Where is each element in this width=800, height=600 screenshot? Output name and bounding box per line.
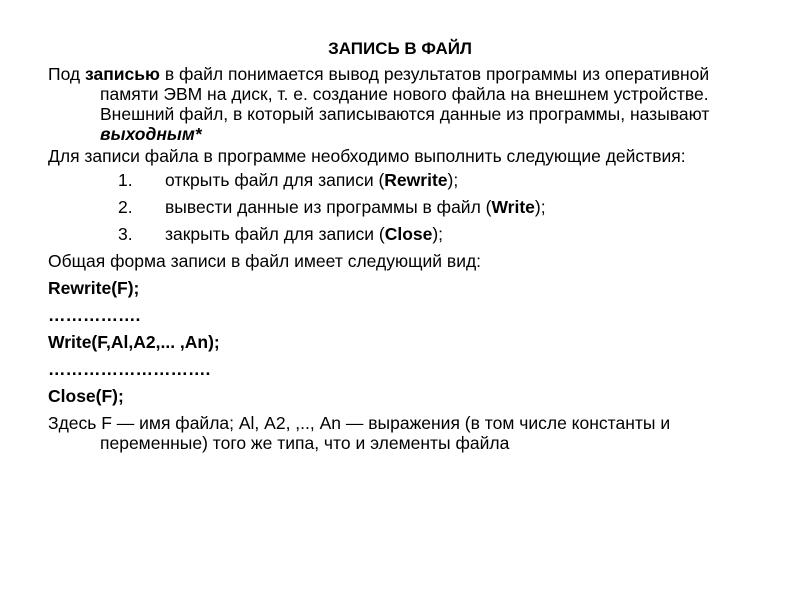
step-keyword: Rewrite — [384, 170, 448, 190]
step-desc: вывести данные из программы в файл ( — [165, 197, 492, 217]
list-item — [48, 224, 760, 251]
step-tail: ); — [447, 170, 459, 190]
code-rewrite: Rewrite(F); — [48, 278, 140, 298]
explanation-paragraph: Здесь F — имя файла; Al, А2, ,.., An — выражения (в том числе константы и переменные) того же типа, что и элементы файла — [48, 413, 671, 453]
step-text — [165, 197, 546, 217]
definition-bold-term: записью — [85, 64, 160, 84]
steps-list — [48, 170, 760, 251]
general-form-line: Общая форма записи в файл имеет следующий вид: — [48, 251, 482, 271]
list-item — [48, 170, 760, 197]
code-ellipsis-1: ……………. — [48, 305, 141, 325]
step-text — [165, 224, 443, 244]
step-number: 2. — [118, 197, 133, 217]
step-desc: закрыть файл для записи ( — [165, 224, 385, 244]
definition-rest: в файл понимается вывод результатов программы из оперативной памяти ЭВМ на диск, т. е. создание нового файла на внешнем устройстве. Внешний файл, в который записываются данные из программы, называют — [100, 64, 710, 124]
output-file-term: выходным* — [100, 124, 202, 144]
page-title: ЗАПИСЬ В ФАЙЛ — [328, 39, 472, 58]
step-desc: открыть файл для записи ( — [165, 170, 385, 190]
definition-paragraph — [48, 64, 760, 144]
step-number: 1. — [118, 170, 133, 190]
slide-content — [48, 64, 760, 453]
code-write: Write(F,Al,A2,... ,An); — [48, 332, 220, 352]
list-item — [48, 197, 760, 224]
step-tail: ); — [432, 224, 444, 244]
code-ellipsis-2: ………………………. — [48, 359, 211, 379]
step-text — [165, 170, 458, 190]
step-tail: ); — [534, 197, 546, 217]
step-number: 3. — [118, 224, 133, 244]
definition-start: Под — [48, 64, 85, 84]
step-keyword: Write — [491, 197, 535, 217]
step-keyword: Close — [384, 224, 433, 244]
code-close: Close(F); — [48, 386, 124, 406]
steps-intro-paragraph: Для записи файла в программе необходимо выполнить следующие действия: — [48, 146, 686, 166]
